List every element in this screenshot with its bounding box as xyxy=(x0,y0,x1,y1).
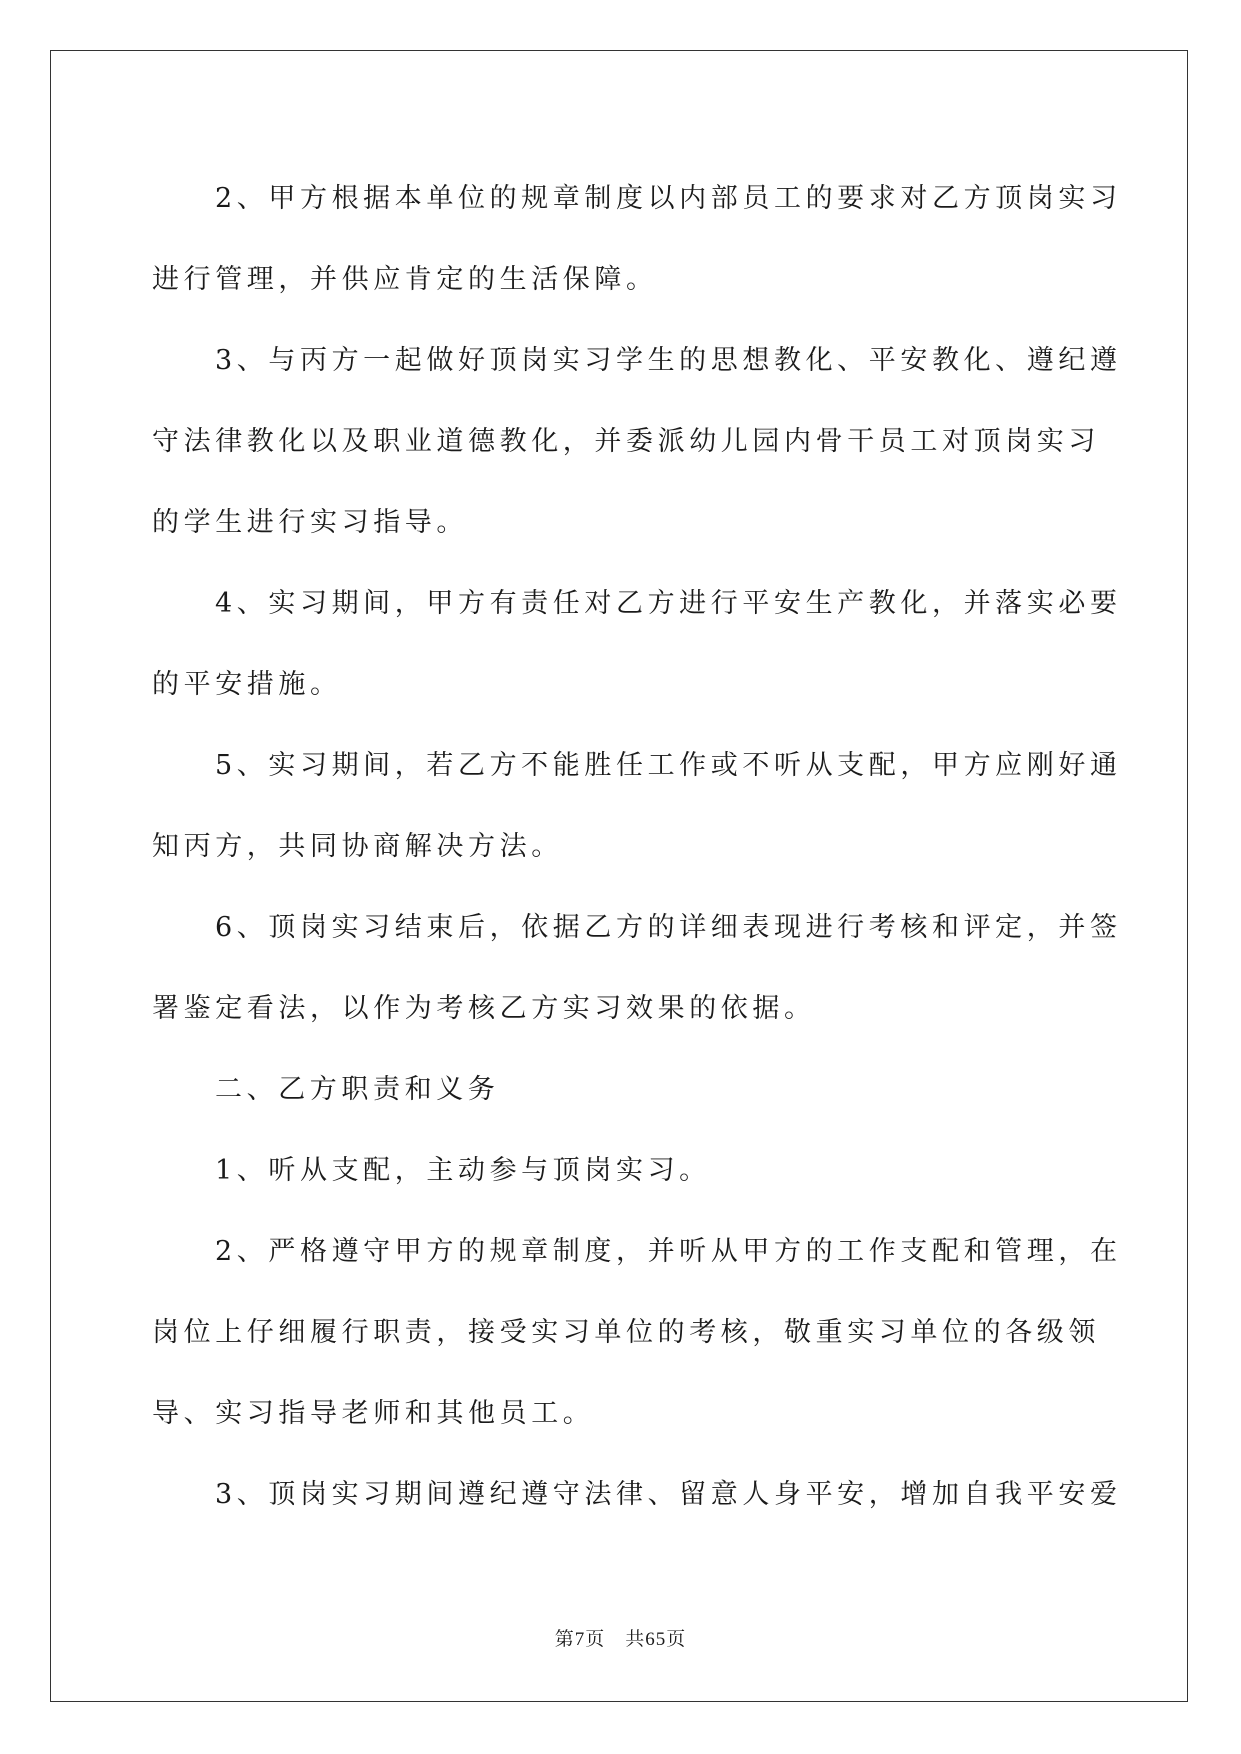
text-line: 2、甲方根据本单位的规章制度以内部员工的要求对乙方顶岗实习 xyxy=(215,183,1122,214)
text-line: 署鉴定看法，以作为考核乙方实习效果的依据。 xyxy=(152,993,816,1024)
page-number: 第7页 共65页 xyxy=(554,1629,687,1650)
document-body xyxy=(152,158,1122,1535)
text-line: 5、实习期间，若乙方不能胜任工作或不听从支配，甲方应刚好通 xyxy=(215,750,1122,781)
text-line: 4、实习期间，甲方有责任对乙方进行平安生产教化，并落实必要 xyxy=(215,588,1122,619)
section-heading: 二、乙方职责和义务 xyxy=(215,1074,500,1105)
text-line: 岗位上仔细履行职责，接受实习单位的考核，敬重实习单位的各级领 xyxy=(152,1317,1100,1348)
text-line: 导、实习指导老师和其他员工。 xyxy=(152,1398,595,1429)
text-line: 3、顶岗实习期间遵纪遵守法律、留意人身平安，增加自我平安爱 xyxy=(215,1479,1122,1510)
text-line: 的平安措施。 xyxy=(152,669,342,700)
text-line: 3、与丙方一起做好顶岗实习学生的思想教化、平安教化、遵纪遵 xyxy=(215,345,1122,376)
text-line: 6、顶岗实习结束后，依据乙方的详细表现进行考核和评定，并签 xyxy=(215,912,1122,943)
text-line: 守法律教化以及职业道德教化，并委派幼儿园内骨干员工对顶岗实习 xyxy=(152,426,1100,457)
text-line: 进行管理，并供应肯定的生活保障。 xyxy=(152,264,658,295)
text-line: 2、严格遵守甲方的规章制度，并听从甲方的工作支配和管理，在 xyxy=(215,1236,1122,1267)
text-line: 的学生进行实习指导。 xyxy=(152,507,468,538)
text-line: 1、听从支配，主动参与顶岗实习。 xyxy=(215,1155,711,1186)
text-line: 知丙方，共同协商解决方法。 xyxy=(152,831,563,862)
